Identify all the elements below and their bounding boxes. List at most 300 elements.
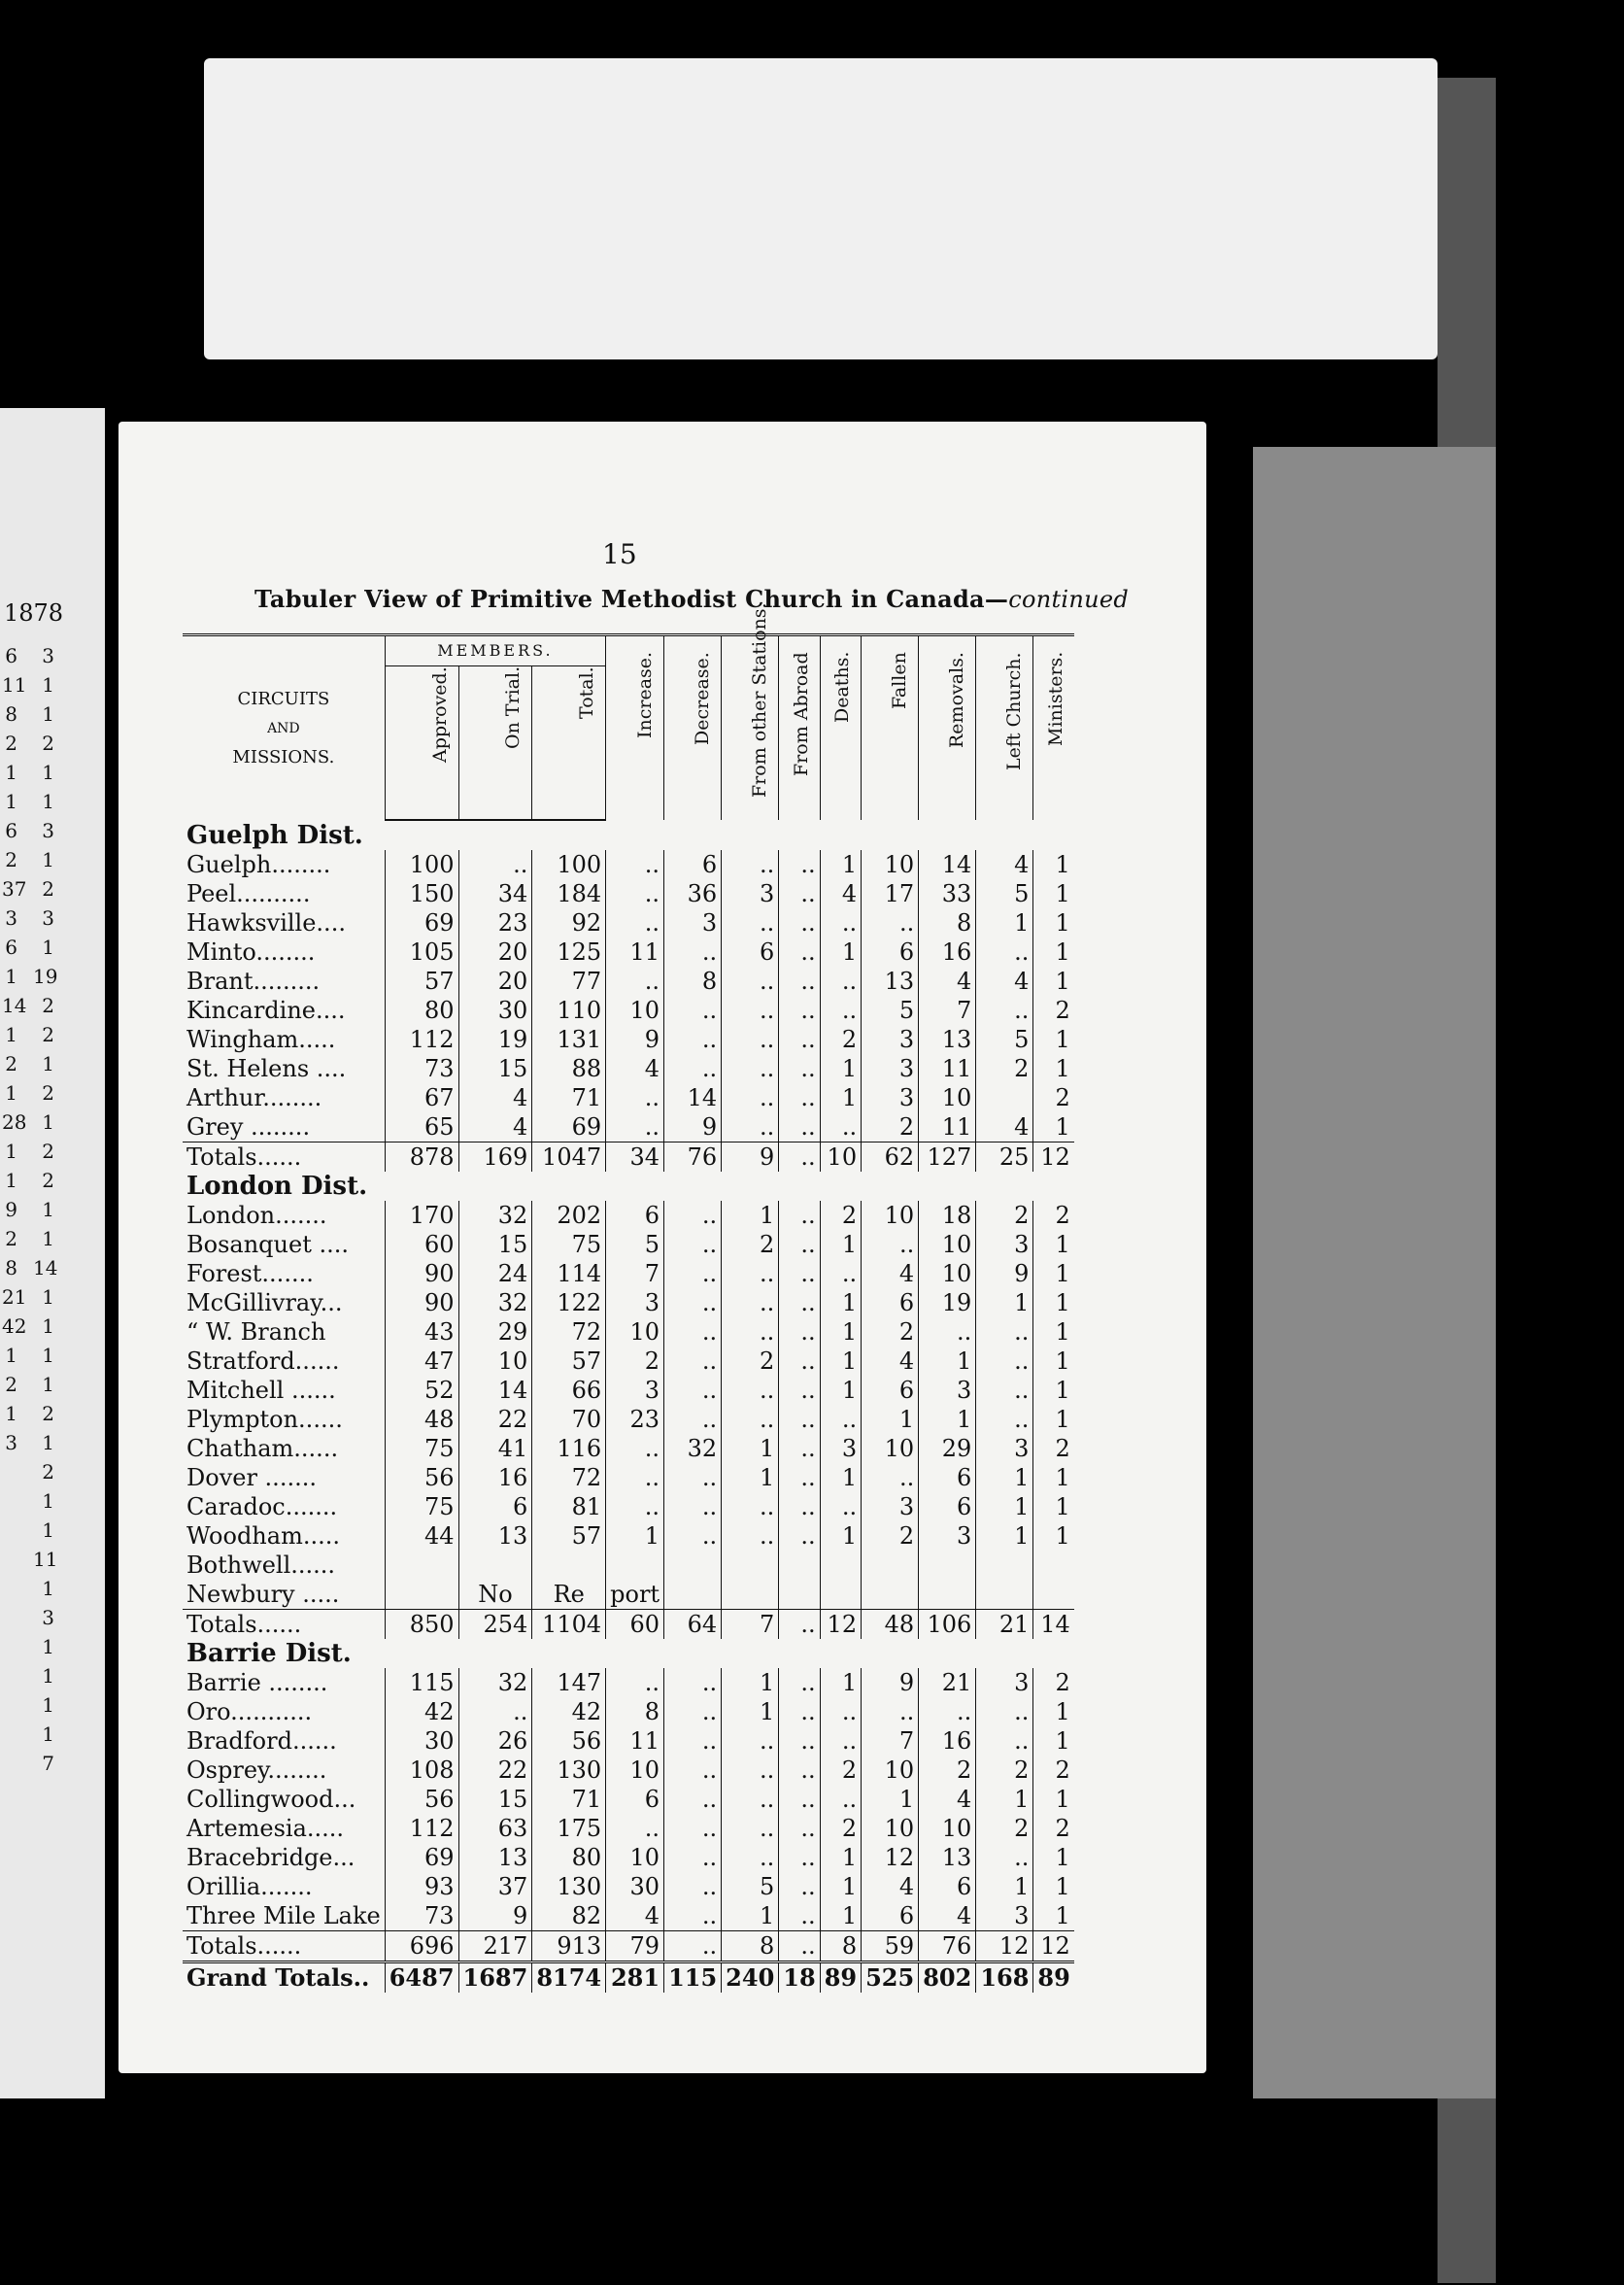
table-cell: 5 <box>976 879 1033 908</box>
flyleaf <box>204 58 1438 359</box>
table-cell: .. <box>606 1434 664 1463</box>
table-cell: 19 <box>458 1025 532 1054</box>
table-row <box>183 1843 1074 1872</box>
table-row <box>183 1521 1074 1551</box>
table-cell: 6 <box>458 1492 532 1521</box>
left-page-cell: 2 <box>5 848 17 871</box>
circuit-name: Osprey........ <box>186 1756 327 1784</box>
table-cell: 70 <box>532 1405 606 1434</box>
table-cell: 2 <box>722 1230 779 1259</box>
table-cell: .. <box>664 1814 722 1843</box>
table-cell: 110 <box>532 996 606 1025</box>
table-cell: 2 <box>1033 996 1074 1025</box>
table-cell: 56 <box>385 1785 458 1814</box>
table-cell: 3 <box>606 1288 664 1317</box>
table-cell: .. <box>606 1463 664 1492</box>
table-cell: .. <box>779 1083 820 1112</box>
left-page-year: 1878 <box>4 599 64 627</box>
table-cell: .. <box>976 996 1033 1025</box>
left-page-cell: 1 <box>5 965 17 988</box>
table-cell: 10 <box>606 996 664 1025</box>
table-row <box>183 1463 1074 1492</box>
table-cell: 6 <box>722 938 779 967</box>
table-cell: .. <box>722 1317 779 1347</box>
left-page-cell: 8 <box>5 1256 17 1279</box>
table-cell: 5 <box>722 1872 779 1901</box>
table-cell: 21 <box>976 1610 1033 1640</box>
col-header-left-church: Left Church. <box>976 635 1033 821</box>
table-cell: 75 <box>385 1434 458 1463</box>
table-cell: 4 <box>458 1112 532 1142</box>
table-cell: 72 <box>532 1463 606 1492</box>
table-cell: 802 <box>919 1962 976 1994</box>
table-cell: 10 <box>862 1756 919 1785</box>
table-row <box>183 1492 1074 1521</box>
table-cell <box>862 1551 919 1580</box>
table-cell: 33 <box>919 879 976 908</box>
table-cell: 75 <box>385 1492 458 1521</box>
table-cell: 2 <box>820 1201 861 1230</box>
table-row <box>183 1054 1074 1083</box>
table-cell: 1 <box>1033 1054 1074 1083</box>
table-cell: 913 <box>532 1931 606 1962</box>
table-cell: .. <box>664 1843 722 1872</box>
left-page-cell: 2 <box>42 732 54 755</box>
left-page-cell: 1 <box>42 1518 54 1542</box>
totals-row <box>183 1142 1074 1173</box>
table-cell: 10 <box>919 1814 976 1843</box>
table-cell: .. <box>722 996 779 1025</box>
table-cell: .. <box>976 1697 1033 1726</box>
table-cell: 59 <box>862 1931 919 1962</box>
left-page-cell: 21 <box>2 1285 27 1309</box>
table-cell: Re <box>532 1580 606 1610</box>
table-cell: 81 <box>532 1492 606 1521</box>
table-cell: 21 <box>919 1668 976 1697</box>
table-cell: 1 <box>976 1872 1033 1901</box>
table-cell: 878 <box>385 1142 458 1173</box>
circuit-name: Mitchell ...... <box>186 1377 336 1404</box>
circuit-name: Collingwood... <box>186 1786 356 1813</box>
district-row <box>183 1172 1074 1201</box>
table-cell: .. <box>779 1025 820 1054</box>
table-cell: 4 <box>862 1347 919 1376</box>
table-cell: .. <box>779 1492 820 1521</box>
left-page-cell: 1 <box>42 761 54 784</box>
table-cell: 170 <box>385 1201 458 1230</box>
circuit-name: Bracebridge... <box>186 1844 355 1871</box>
table-cell: 112 <box>385 1814 458 1843</box>
table-cell: .. <box>976 938 1033 967</box>
table-cell: .. <box>862 908 919 938</box>
table-cell: 11 <box>606 938 664 967</box>
left-page-cell: 1 <box>42 1110 54 1134</box>
left-page-cell: 3 <box>5 906 17 930</box>
no-report-row <box>183 1580 1074 1610</box>
circuit-name: Chatham...... <box>186 1435 339 1462</box>
circuit-name: McGillivray... <box>186 1289 343 1316</box>
table-cell: 64 <box>664 1610 722 1640</box>
table-cell: 32 <box>458 1288 532 1317</box>
table-cell: .. <box>664 1785 722 1814</box>
table-cell: .. <box>664 1463 722 1492</box>
table-cell: 3 <box>862 1083 919 1112</box>
left-page-cell: 2 <box>42 994 54 1017</box>
table-cell: 7 <box>919 996 976 1025</box>
table-cell <box>976 1083 1033 1112</box>
table-cell: 130 <box>532 1872 606 1901</box>
left-page-cell: 3 <box>5 1431 17 1454</box>
table-cell: .. <box>664 1931 722 1962</box>
table-cell: 12 <box>1033 1142 1074 1173</box>
table-cell: 1 <box>820 1347 861 1376</box>
table-cell: .. <box>779 1610 820 1640</box>
table-cell: 5 <box>862 996 919 1025</box>
table-row <box>183 1259 1074 1288</box>
circuit-name: London....... <box>186 1202 327 1229</box>
table-cell: 18 <box>779 1962 820 1994</box>
table-cell: 2 <box>976 1054 1033 1083</box>
table-cell: 127 <box>919 1142 976 1173</box>
table-cell: 116 <box>532 1434 606 1463</box>
left-page-cell: 1 <box>42 1722 54 1746</box>
table-cell: 202 <box>532 1201 606 1230</box>
table-cell: 8174 <box>532 1962 606 1994</box>
left-page-cell: 8 <box>5 702 17 726</box>
table-cell: 131 <box>532 1025 606 1054</box>
table-cell: .. <box>664 1697 722 1726</box>
circuit-name: Arthur........ <box>186 1084 322 1111</box>
table-cell: 1 <box>976 908 1033 938</box>
table-cell: 115 <box>664 1962 722 1994</box>
table-cell: 1 <box>722 1668 779 1697</box>
table-cell: 1 <box>1033 1492 1074 1521</box>
table-body <box>183 820 1074 1993</box>
table-cell: 26 <box>458 1726 532 1756</box>
page-edges <box>1253 447 1496 2098</box>
table-cell: 10 <box>606 1843 664 1872</box>
table-cell: 1 <box>1033 1376 1074 1405</box>
table-cell: 41 <box>458 1434 532 1463</box>
table-cell: 254 <box>458 1610 532 1640</box>
table-cell: 10 <box>919 1083 976 1112</box>
table-cell: 1104 <box>532 1610 606 1640</box>
circuit-name: Grand Totals.. <box>183 1962 385 1994</box>
table-cell: 89 <box>820 1962 861 1994</box>
left-page-cell: 6 <box>5 936 17 959</box>
table-cell: 240 <box>722 1962 779 1994</box>
table-row <box>183 1814 1074 1843</box>
circuits-header-line3: MISSIONS. <box>232 746 335 767</box>
totals-row <box>183 1610 1074 1640</box>
table-cell: 1 <box>722 1901 779 1931</box>
table-cell: .. <box>664 1901 722 1931</box>
table-cell: 14 <box>458 1376 532 1405</box>
table-cell: 1 <box>1033 1697 1074 1726</box>
table-cell: 75 <box>532 1230 606 1259</box>
circuit-name: Woodham..... <box>186 1522 340 1550</box>
table-cell: 47 <box>385 1347 458 1376</box>
left-page-cell: 1 <box>42 1373 54 1396</box>
table-cell: .. <box>820 1785 861 1814</box>
table-cell: .. <box>664 1230 722 1259</box>
district-name: London Dist. <box>186 1172 368 1201</box>
left-page-cell: 11 <box>33 1548 58 1571</box>
table-cell: .. <box>779 1201 820 1230</box>
table-cell: 48 <box>862 1610 919 1640</box>
table-cell: 4 <box>919 1785 976 1814</box>
table-cell: 2 <box>919 1756 976 1785</box>
left-page-cell: 1 <box>42 1314 54 1338</box>
left-page-cell: 1 <box>5 1344 17 1367</box>
left-page-cell: 42 <box>2 1314 27 1338</box>
table-cell: 4 <box>976 967 1033 996</box>
col-header-increase: Increase. <box>606 635 664 821</box>
table-cell: 2 <box>862 1112 919 1142</box>
table-cell: 1 <box>820 938 861 967</box>
table-cell: .. <box>722 1405 779 1434</box>
table-cell: 3 <box>862 1054 919 1083</box>
table-cell: 12 <box>820 1610 861 1640</box>
table-cell: 93 <box>385 1872 458 1901</box>
table-cell: 1 <box>862 1405 919 1434</box>
circuit-name: Orillia....... <box>186 1873 313 1900</box>
table-row <box>183 996 1074 1025</box>
table-cell: 1 <box>1033 1726 1074 1756</box>
table-cell: 34 <box>606 1142 664 1173</box>
table-cell: .. <box>779 1434 820 1463</box>
circuit-name: Newbury ..... <box>186 1581 340 1608</box>
circuit-name: Minto........ <box>186 938 316 966</box>
table-cell: .. <box>458 850 532 879</box>
table-cell: 4 <box>606 1901 664 1931</box>
table-cell: 92 <box>532 908 606 938</box>
table-cell: .. <box>664 1317 722 1347</box>
table-cell: .. <box>664 1668 722 1697</box>
table-cell: 9 <box>664 1112 722 1142</box>
left-page-cell: 2 <box>42 1460 54 1484</box>
table-cell: 6 <box>862 938 919 967</box>
table-cell: .. <box>664 1201 722 1230</box>
table-row <box>183 1668 1074 1697</box>
left-page-cell: 1 <box>42 1198 54 1221</box>
table-cell: 24 <box>458 1259 532 1288</box>
table-cell: 696 <box>385 1931 458 1962</box>
table-cell: 2 <box>820 1756 861 1785</box>
col-header-on-trial: On Trial. <box>458 666 532 821</box>
table-cell: 22 <box>458 1405 532 1434</box>
table-cell <box>820 1580 861 1610</box>
table-cell: 90 <box>385 1259 458 1288</box>
table-cell: .. <box>779 1112 820 1142</box>
table-cell: 2 <box>1033 1434 1074 1463</box>
table-cell: .. <box>779 1521 820 1551</box>
left-page-cell: 6 <box>5 644 17 667</box>
table-cell: .. <box>976 1376 1033 1405</box>
table-cell: 30 <box>385 1726 458 1756</box>
left-page-cell: 1 <box>5 1402 17 1425</box>
table-cell <box>779 1551 820 1580</box>
table-cell: 9 <box>722 1142 779 1173</box>
table-cell: 13 <box>919 1025 976 1054</box>
circuit-name: Bothwell...... <box>186 1552 336 1579</box>
table-cell: .. <box>779 1843 820 1872</box>
table-cell: 1 <box>976 1288 1033 1317</box>
table-cell: 13 <box>458 1843 532 1872</box>
table-cell: .. <box>722 1843 779 1872</box>
table-cell: 2 <box>1033 1083 1074 1112</box>
table-cell: 1 <box>722 1201 779 1230</box>
left-page-cell: 1 <box>42 1052 54 1075</box>
table-cell: .. <box>820 967 861 996</box>
members-header: MEMBERS. <box>385 635 605 666</box>
table-cell: 147 <box>532 1668 606 1697</box>
table-cell <box>664 1580 722 1610</box>
table-cell: 10 <box>919 1230 976 1259</box>
table-cell: 22 <box>458 1756 532 1785</box>
table-cell: .. <box>779 879 820 908</box>
district-name: Guelph Dist. <box>186 821 363 850</box>
circuit-name: Totals...... <box>183 1142 385 1173</box>
table-cell: .. <box>606 1668 664 1697</box>
table-cell: 1 <box>1033 1463 1074 1492</box>
left-page-cell: 28 <box>2 1110 27 1134</box>
table-cell: 6 <box>664 850 722 879</box>
table-cell: 20 <box>458 938 532 967</box>
table-cell: No <box>458 1580 532 1610</box>
table-cell: 13 <box>458 1521 532 1551</box>
table-cell <box>385 1580 458 1610</box>
col-header-fallen: Fallen <box>862 635 919 821</box>
table-cell: .. <box>820 1697 861 1726</box>
left-page-cell: 2 <box>5 1227 17 1250</box>
table-cell: .. <box>664 1872 722 1901</box>
left-page-cell: 37 <box>2 877 27 901</box>
table-cell: 42 <box>532 1697 606 1726</box>
table-cell: .. <box>722 1054 779 1083</box>
table-cell: 100 <box>532 850 606 879</box>
table-cell: 184 <box>532 879 606 908</box>
left-page-cell: 3 <box>42 644 54 667</box>
table-cell: .. <box>606 850 664 879</box>
table-cell <box>532 1551 606 1580</box>
table-cell: .. <box>820 996 861 1025</box>
table-cell: 1 <box>976 1492 1033 1521</box>
table-cell: 15 <box>458 1054 532 1083</box>
table-cell: .. <box>722 1259 779 1288</box>
table-cell: 1 <box>1033 1112 1074 1142</box>
table-cell: .. <box>664 1726 722 1756</box>
table-cell: .. <box>606 908 664 938</box>
table-cell: 30 <box>606 1872 664 1901</box>
table-cell: 125 <box>532 938 606 967</box>
table-cell: 10 <box>862 850 919 879</box>
table-cell: 6 <box>862 1288 919 1317</box>
circuits-header-line2: AND <box>267 720 300 736</box>
table-cell: .. <box>779 1142 820 1173</box>
table-cell: 6 <box>606 1785 664 1814</box>
table-cell: .. <box>779 1668 820 1697</box>
left-page-cell: 1 <box>42 790 54 813</box>
table-cell: .. <box>779 1901 820 1931</box>
table-cell <box>606 1551 664 1580</box>
circuits-header-line1: CIRCUITS <box>237 688 330 709</box>
table-cell: 1 <box>1033 1025 1074 1054</box>
table-cell: 1 <box>1033 1317 1074 1347</box>
table-cell: 106 <box>919 1610 976 1640</box>
table-cell: 1 <box>1033 908 1074 938</box>
table-cell: .. <box>976 1405 1033 1434</box>
circuit-name: Oro........... <box>186 1698 313 1725</box>
table-cell: 34 <box>458 879 532 908</box>
table-cell <box>976 1551 1033 1580</box>
table-cell: .. <box>779 1785 820 1814</box>
table-cell: 5 <box>606 1230 664 1259</box>
table-cell: .. <box>779 1259 820 1288</box>
table-cell: .. <box>458 1697 532 1726</box>
table-cell: 1 <box>722 1434 779 1463</box>
left-page-cell: 1 <box>42 1227 54 1250</box>
table-cell: .. <box>820 1726 861 1756</box>
table-cell: 13 <box>919 1843 976 1872</box>
left-page-cell: 1 <box>42 1693 54 1717</box>
table-cell: 1 <box>820 850 861 879</box>
table-cell: .. <box>820 908 861 938</box>
left-page-cell: 1 <box>42 1285 54 1309</box>
table-cell: 2 <box>1033 1756 1074 1785</box>
table-cell: .. <box>779 1230 820 1259</box>
left-page-cell: 1 <box>42 1577 54 1600</box>
table-cell: .. <box>722 1288 779 1317</box>
table-cell: 1 <box>1033 1901 1074 1931</box>
table-cell: 30 <box>458 996 532 1025</box>
table-cell: 10 <box>862 1201 919 1230</box>
table-cell: 62 <box>862 1142 919 1173</box>
left-page-cell: 1 <box>5 1023 17 1046</box>
table-cell: 1 <box>820 1230 861 1259</box>
table-cell: 10 <box>606 1756 664 1785</box>
table-row <box>183 1434 1074 1463</box>
table-cell: 13 <box>862 967 919 996</box>
table-row <box>183 1785 1074 1814</box>
table-cell: 2 <box>862 1317 919 1347</box>
table-cell <box>458 1551 532 1580</box>
table-cell: 63 <box>458 1814 532 1843</box>
table-cell: 7 <box>862 1726 919 1756</box>
table-cell: .. <box>779 967 820 996</box>
table-cell: 105 <box>385 938 458 967</box>
table-cell: .. <box>664 938 722 967</box>
table-cell: 3 <box>976 1901 1033 1931</box>
table-cell: .. <box>606 1083 664 1112</box>
table-cell: 4 <box>976 850 1033 879</box>
table-cell: 3 <box>820 1434 861 1463</box>
table-cell: .. <box>779 1405 820 1434</box>
table-cell: 3 <box>976 1434 1033 1463</box>
table-row <box>183 879 1074 908</box>
left-page-cell: 1 <box>42 848 54 871</box>
table-row <box>183 1288 1074 1317</box>
col-header-approved: Approved. <box>385 666 458 821</box>
circuit-name: Dover ....... <box>186 1464 317 1491</box>
table-cell: 1 <box>1033 1521 1074 1551</box>
left-page-cell: 2 <box>5 1052 17 1075</box>
table-cell: .. <box>664 1347 722 1376</box>
table-cell: .. <box>664 1054 722 1083</box>
table-cell: 3 <box>976 1230 1033 1259</box>
table-cell: .. <box>722 1112 779 1142</box>
table-cell <box>919 1580 976 1610</box>
